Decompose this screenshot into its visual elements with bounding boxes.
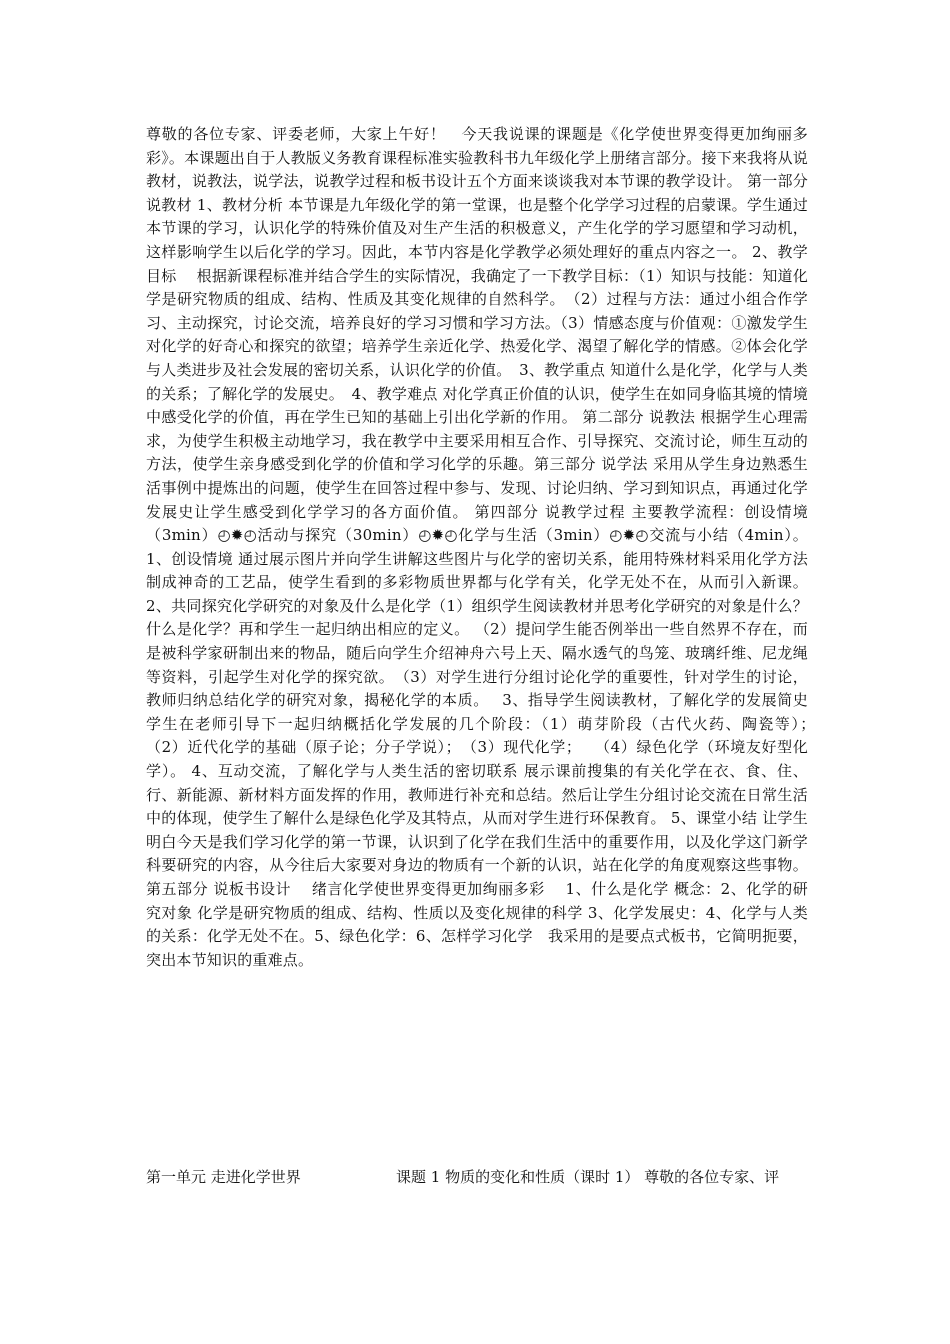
lesson-title: 课题 1 物质的变化和性质（课时 1） 尊敬的各位专家、评: [396, 1168, 780, 1186]
next-section-heading: [146, 1164, 808, 1190]
lecture-body-text: 尊敬的各位专家、评委老师，大家上午好！ 今天我说课的课题是《化学使世界变得更加绚丽多彩》。本课题出自于人教版义务教育课程标准实验教科书九年级化学上册绪言部分。接下来我将从说教材，说教法，说学法，说教学过程和板书设计五个方面来谈谈我对本节课的教学设计。 第一部分 说教材 1、教材分析 本节课是九年级化学的第一堂课，也是整个化学学习过程的启蒙课。学生通过本节课的学习，认识化学的特殊价值及对生产生活的积极意义，产生化学的学习愿望和学习动机，这样影响学生以后化学的学习。因此，本节内容是化学教学必须处理好的重点内容之一。 2、教学目标 根据新课程标准并结合学生的实际情况，我确定了一下教学目标：（1）知识与技能：知道化学是研究物质的组成、结构、性质及其变化规律的自然科学。 （2）过程与方法：通过小组合作学习、主动探究，讨论交流，培养良好的学习习惯和学习方法。（3）情感态度与价值观：①激发学生对化学的好奇心和探究的欲望；培养学生亲近化学、热爱化学、渴望了解化学的情感。②体会化学与人类进步及社会发展的密切关系，认识化学的价值。 3、教学重点 知道什么是化学，化学与人类的关系；了解化学的发展史。 4、教学难点 对化学真正价值的认识，使学生在如同身临其境的情境中感受化学的价值，再在学生已知的基础上引出化学新的作用。 第二部分 说教法 根据学生心理需求，为使学生积极主动地学习，我在教学中主要采用相互合作、引导探究、交流讨论，师生互动的方法，使学生亲身感受到化学的价值和学习化学的乐趣。第三部分 说学法 采用从学生身边熟悉生活事例中提炼出的问题，使学生在回答过程中参与、发现、讨论归纳、学习到知识点，再通过化学发展史让学生感受到化学学习的各方面价值。 第四部分 说教学过程 主要教学流程：创设情境（3min）◴✹◴活动与探究（30min）◴✹◴化学与生活（3min）◴✹◴交流与小结（4min）。1、创设情境 通过展示图片并向学生讲解这些图片与化学的密切关系，能用特殊材料采用化学方法制成神奇的工艺品，使学生看到的多彩物质世界都与化学有关，化学无处不在，从而引入新课。 2、共同探究化学研究的对象及什么是化学（1）组织学生阅读教材并思考化学研究的对象是什么？什么是化学？再和学生一起归纳出相应的定义。 （2）提问学生能否例举出一些自然界不存在，而是被科学家研制出来的物品，随后向学生介绍神舟六号上天、隔水透气的鸟笼、玻璃纤维、尼龙绳等资料，引起学生对化学的探究欲。 （3）对学生进行分组讨论化学的重要性，针对学生的讨论，教师归纳总结化学的研究对象，揭秘化学的本质。 3、指导学生阅读教材，了解化学的发展简史 学生在老师引导下一起归纳概括化学发展的几个阶段：（1）萌芽阶段（古代火药、陶瓷等）； （2）近代化学的基础（原子论；分子学说）； （3）现代化学； （4）绿色化学（环境友好型化学）。 4、互动交流，了解化学与人类生活的密切联系 展示课前搜集的有关化学在衣、食、住、行、新能源、新材料方面发挥的作用，教师进行补充和总结。然后让学生分组讨论交流在日常生活中的体现，使学生了解什么是绿色化学及其特点，从而对学生进行环保教育。 5、课堂小结 让学生明白今天是我们学习化学的第一节课，认识到了化学在我们生活中的重要作用，以及化学这门新学科要研究的内容，从今往后大家要对身边的物质有一个新的认识，站在化学的角度观察这些事物。第五部分 说板书设计 绪言化学使世界变得更加绚丽多彩 1、什么是化学 概念：2、化学的研究对象 化学是研究物质的组成、结构、性质以及变化规律的科学 3、化学发展史：4、化学与人类的关系：化学无处不在。5、绿色化学：6、怎样学习化学 我采用的是要点式板书，它简明扼要，突出本节知识的重难点。: [146, 125, 829, 969]
unit-title: 第一单元 走进化学世界: [146, 1168, 301, 1186]
